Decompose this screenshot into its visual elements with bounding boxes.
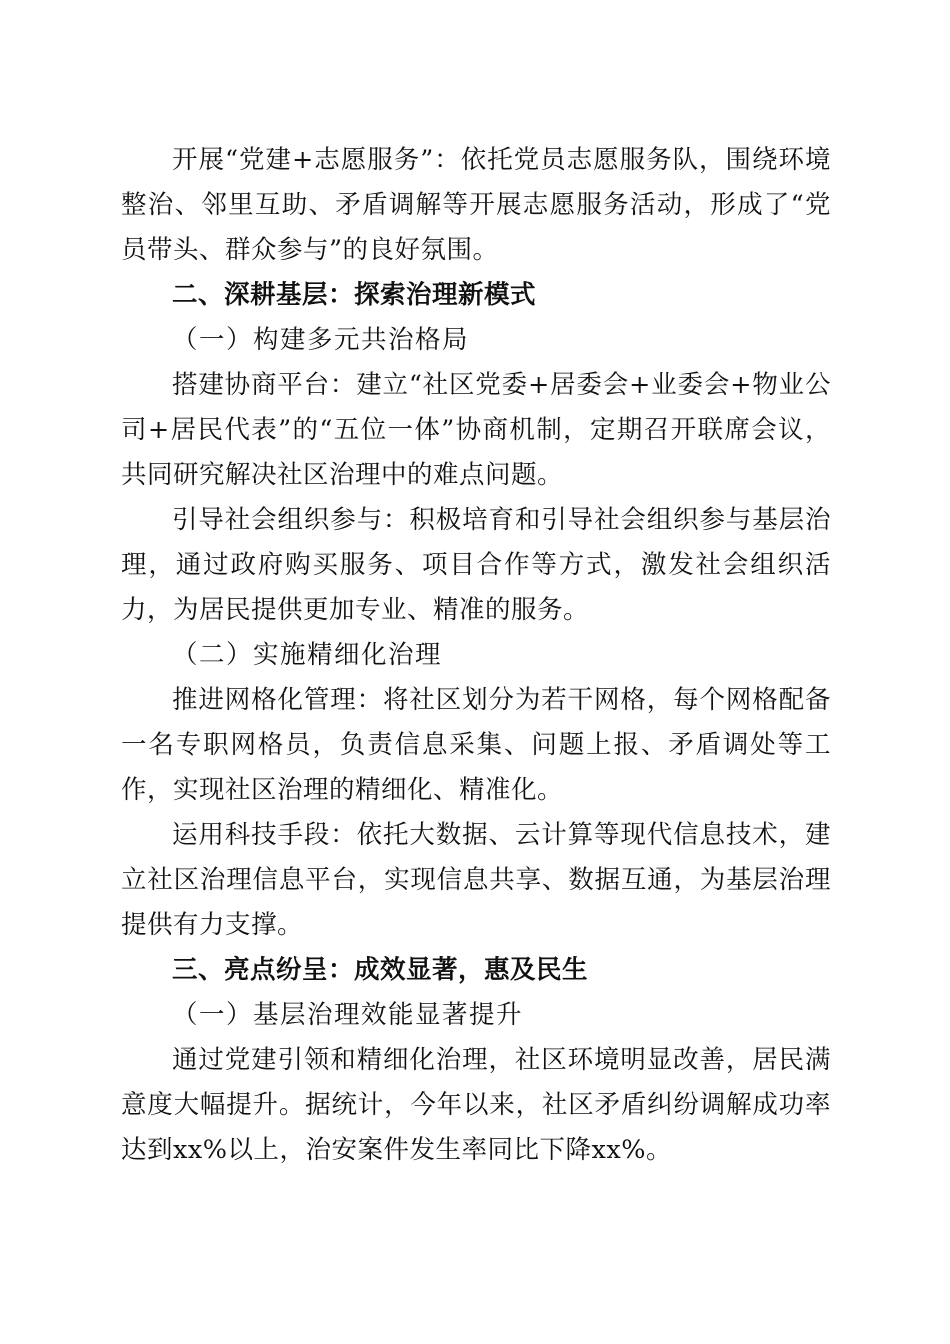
paragraph-grid-management: 推进网格化管理：将社区划分为若干网格，每个网格配备一名专职网格员，负责信息采集、问题上报、矛盾调处等工作，实现社区治理的精细化、精准化。 [121, 685, 831, 805]
section-heading-grassroots-governance: 二、深耕基层：探索治理新模式 [172, 280, 537, 310]
document-body [121, 138, 831, 1173]
paragraph-consultation-platform: 搭建协商平台：建立“社区党委+居委会+业委会+物业公司+居民代表”的“五位一体”协商机制，定期召开联席会议，共同研究解决社区治理中的难点问题。 [121, 370, 831, 490]
subheading-governance-effectiveness: （一）基层治理效能显著提升 [172, 1000, 524, 1030]
paragraph-social-organizations: 引导社会组织参与：积极培育和引导社会组织参与基层治理，通过政府购买服务、项目合作等方式，激发社会组织活力，为居民提供更加专业、精准的服务。 [121, 505, 831, 625]
subheading-refined-governance: （二）实施精细化治理 [172, 640, 443, 670]
paragraph-technology-means: 运用科技手段：依托大数据、云计算等现代信息技术，建立社区治理信息平台，实现信息共享、数据互通，为基层治理提供有力支撑。 [121, 820, 831, 940]
paragraph-results-statistics: 通过党建引领和精细化治理，社区环境明显改善，居民满意度大幅提升。据统计，今年以来，社区矛盾纠纷调解成功率达到xx%以上，治安案件发生率同比下降xx%。 [121, 1045, 831, 1165]
subheading-multi-party-governance: （一）构建多元共治格局 [172, 325, 470, 355]
section-heading-highlights: 三、亮点纷呈：成效显著，惠及民生 [172, 955, 589, 985]
paragraph-party-volunteer-service: 开展“党建+志愿服务”：依托党员志愿服务队，围绕环境整治、邻里互助、矛盾调解等开展志愿服务活动，形成了“党员带头、群众参与”的良好氛围。 [121, 145, 831, 265]
